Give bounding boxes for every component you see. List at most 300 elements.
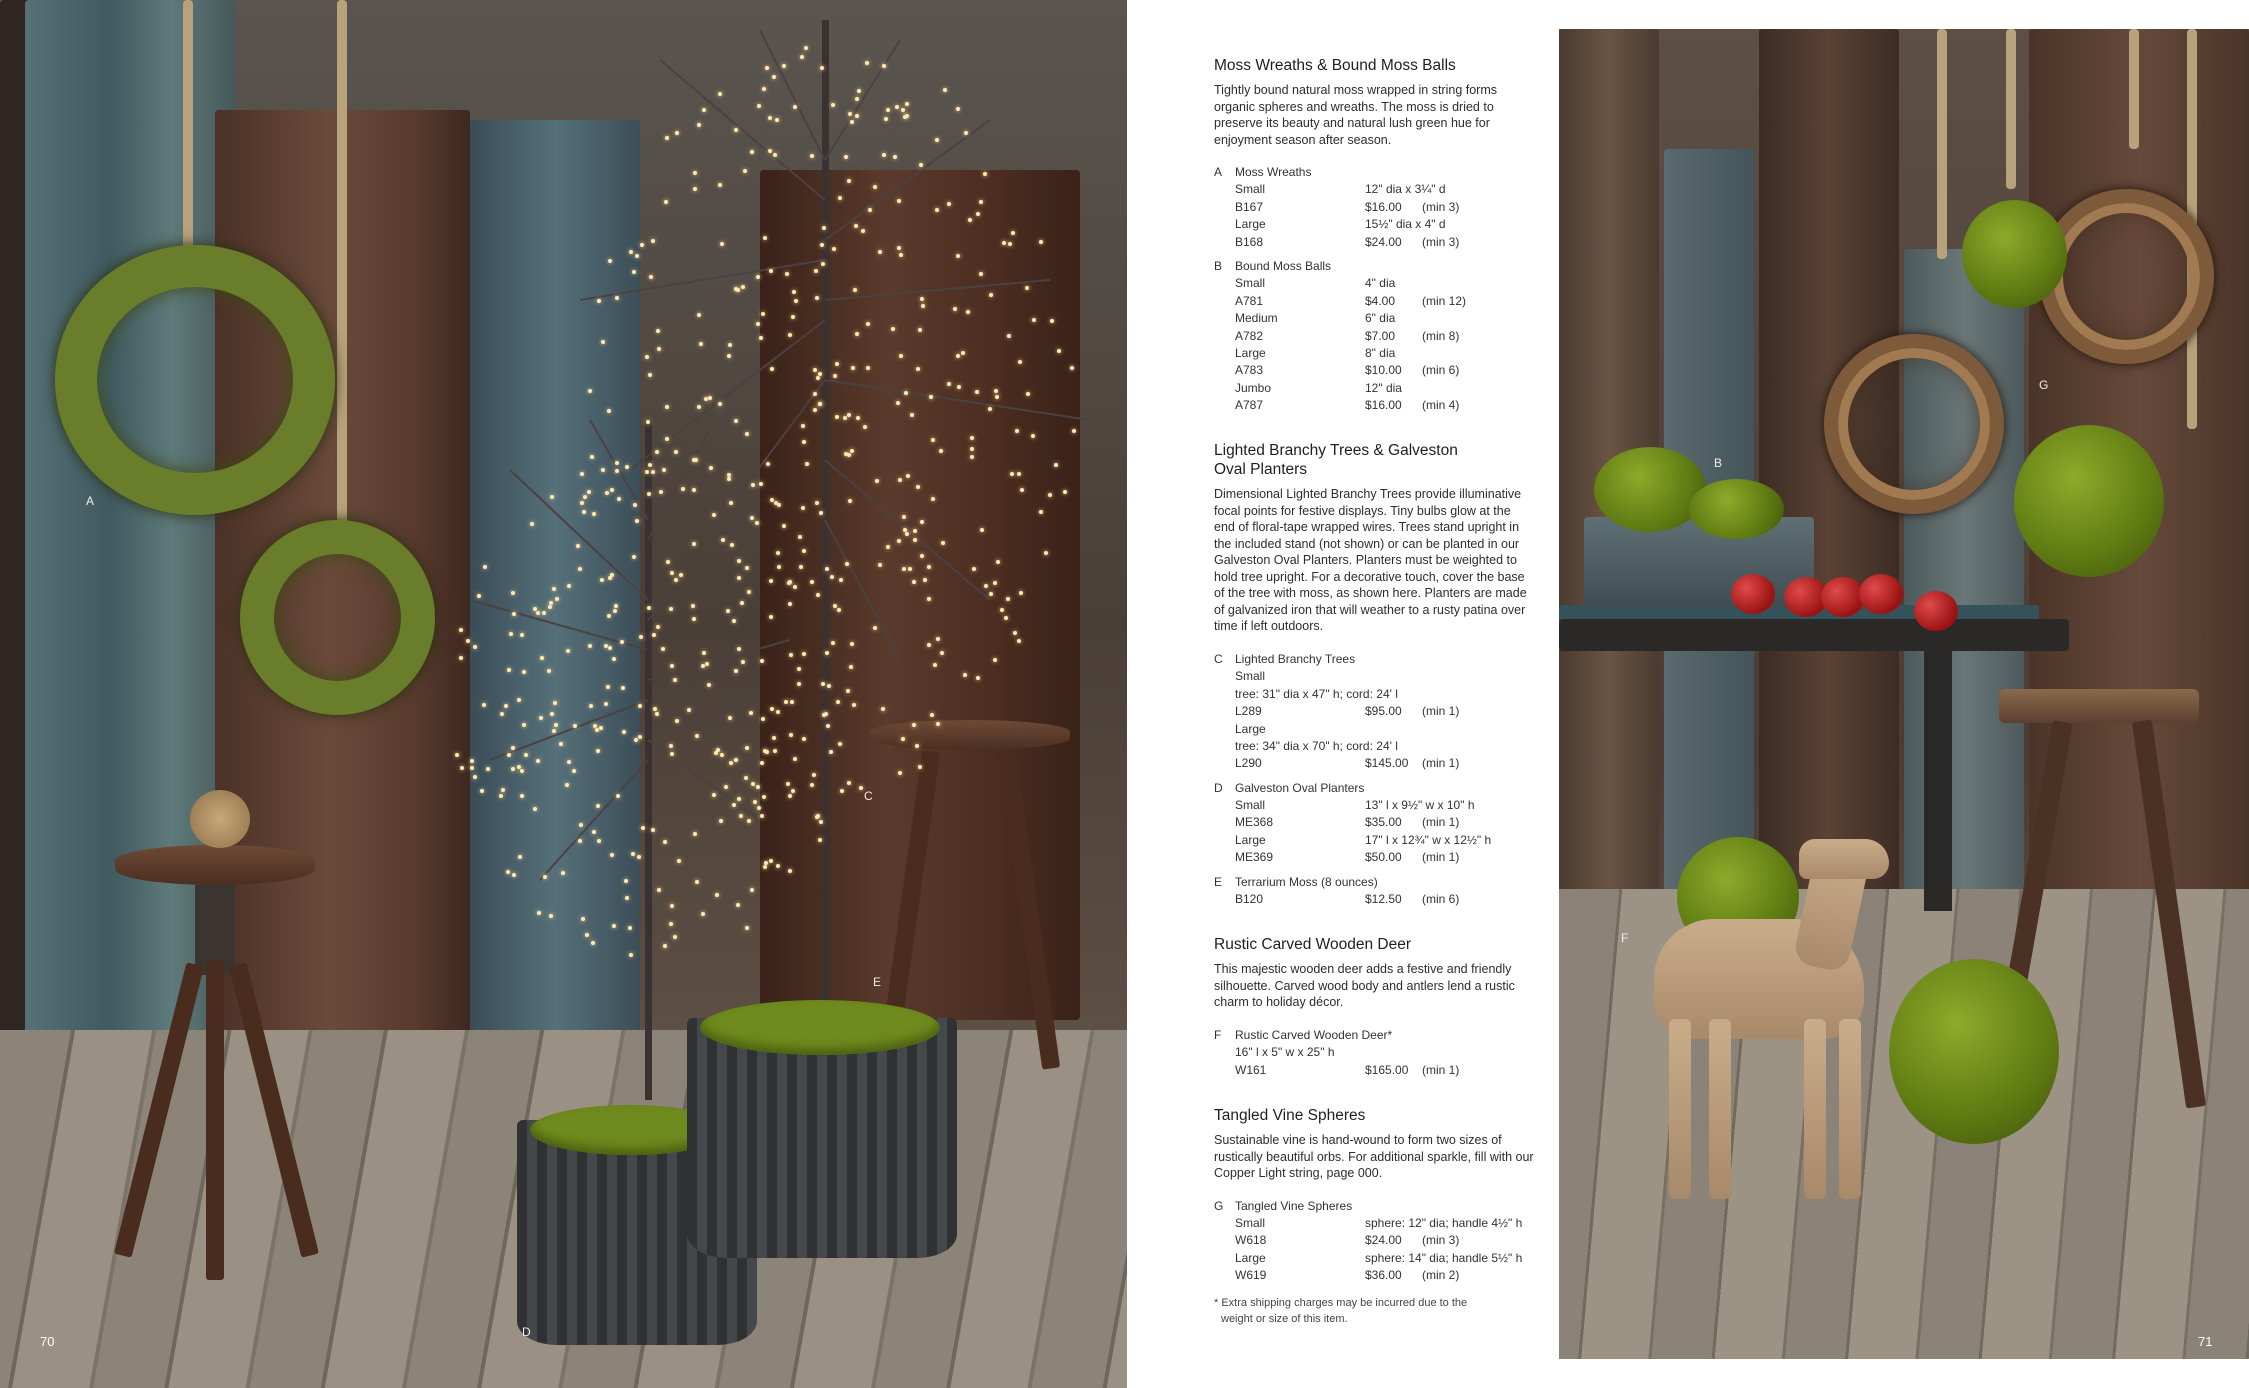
tree-light-bulb xyxy=(763,749,767,753)
spec-row xyxy=(1214,832,1534,849)
tree-light-bulb xyxy=(693,171,697,175)
tree-light-bulb xyxy=(597,839,601,843)
spec-dimensions: 17" l x 12¾" w x 12½" h xyxy=(1365,832,1492,847)
spec-letter: B xyxy=(1214,258,1223,273)
spec-row-label: A787 xyxy=(1235,398,1264,413)
tree-light-bulb xyxy=(613,609,617,613)
tree-light-bulb xyxy=(637,855,641,859)
hanging-rope xyxy=(2006,29,2016,189)
tree-light-bulb xyxy=(996,560,1000,564)
deer-head xyxy=(1799,839,1889,879)
tree-light-bulb xyxy=(929,395,933,399)
tree-light-bulb xyxy=(597,299,601,303)
tree-light-bulb xyxy=(953,307,957,311)
tree-light-bulb xyxy=(802,652,806,656)
spec-min-qty: (min 1) xyxy=(1422,850,1460,865)
tree-light-bulb xyxy=(656,329,660,333)
spec-product-name: Lighted Branchy Trees xyxy=(1235,651,1356,666)
spec-row-label: Small xyxy=(1235,1216,1266,1230)
spec-letter: A xyxy=(1214,165,1223,179)
apple xyxy=(1914,591,1958,631)
tree-light-bulb xyxy=(769,579,773,583)
tree-light-bulb xyxy=(837,608,841,612)
spec-row-label: L289 xyxy=(1235,704,1262,719)
tree-light-bulb xyxy=(625,896,629,900)
spec-header-e xyxy=(1214,874,1534,891)
tree-light-bulb xyxy=(865,61,869,65)
tree-light-bulb xyxy=(669,744,673,748)
metal-tin xyxy=(1584,517,1814,607)
deer-leg xyxy=(1669,1019,1691,1199)
tree-light-bulb xyxy=(821,682,825,686)
tree-light-bulb xyxy=(1048,493,1052,497)
tree-light-bulb xyxy=(861,229,865,233)
tree-light-bulb xyxy=(530,522,534,526)
spec-row xyxy=(1214,380,1534,397)
spec-row xyxy=(1214,199,1534,216)
spec-row-label: Large xyxy=(1235,1250,1266,1265)
spec-dimensions: 8" dia xyxy=(1365,345,1396,360)
tree-light-bulb xyxy=(697,123,701,127)
tree-light-bulb xyxy=(913,529,917,533)
tree-light-bulb xyxy=(804,46,808,50)
tree-light-bulb xyxy=(596,804,600,808)
spec-min-qty: (min 4) xyxy=(1422,398,1460,413)
tree-light-bulb xyxy=(813,368,817,372)
tree-light-bulb xyxy=(810,580,814,584)
spec-group-f xyxy=(1214,1027,1534,1079)
tree-light-bulb xyxy=(1063,490,1067,494)
spec-header-g xyxy=(1214,1198,1534,1215)
spec-min-qty: (min 8) xyxy=(1422,328,1460,343)
tree-light-bulb xyxy=(640,243,644,247)
spec-min-qty: (min 1) xyxy=(1422,704,1460,719)
tree-light-bulb xyxy=(615,461,619,465)
tree-light-bulb xyxy=(604,644,608,648)
tree-light-bulb xyxy=(572,769,576,773)
spec-dimensions: 15½" dia x 4" d xyxy=(1365,217,1446,232)
tree-light-bulb xyxy=(972,567,976,571)
hanging-rope xyxy=(337,0,347,540)
spec-row xyxy=(1214,1062,1534,1079)
tree-light-bulb xyxy=(693,832,697,836)
tree-light-bulb xyxy=(673,678,677,682)
tree-light-bulb xyxy=(460,766,464,770)
shipping-footnote xyxy=(1214,1295,1534,1327)
spec-price: $10.00 xyxy=(1365,363,1402,378)
tree-light-bulb xyxy=(573,724,577,728)
tree-light-bulb xyxy=(466,639,470,643)
spec-group-d xyxy=(1214,780,1534,867)
tree-light-bulb xyxy=(813,408,817,412)
tree-light-bulb xyxy=(608,259,612,263)
tree-light-bulb xyxy=(847,453,851,457)
tree-light-bulb xyxy=(820,243,824,247)
tree-light-bulb xyxy=(745,432,749,436)
tree-light-bulb xyxy=(936,637,940,641)
footnote-line2: weight or size of this item. xyxy=(1221,1312,1348,1325)
tree-light-bulb xyxy=(791,315,795,319)
tree-light-bulb xyxy=(912,580,916,584)
moss-ball-hanging xyxy=(1962,200,2067,308)
tree-light-bulb xyxy=(822,713,826,717)
spec-row xyxy=(1214,181,1534,198)
tree-light-bulb xyxy=(595,728,599,732)
tree-light-bulb xyxy=(756,275,760,279)
tree-light-bulb xyxy=(913,538,917,542)
tree-light-bulb xyxy=(895,105,899,109)
tree-light-bulb xyxy=(753,800,757,804)
tree-light-bulb xyxy=(812,773,816,777)
tree-light-bulb xyxy=(732,619,736,623)
tree-light-bulb xyxy=(750,888,754,892)
tree-light-bulb xyxy=(886,545,890,549)
photo-label-f: F xyxy=(1621,931,1629,945)
section-desc-deer: This majestic wooden deer adds a festive and friendly silhouette. Carved wood body and antlers lend a rustic charm to holiday décor. xyxy=(1214,962,1515,1010)
tree-light-bulb xyxy=(825,567,829,571)
tree-light-bulb xyxy=(838,196,842,200)
tree-light-bulb xyxy=(866,366,870,370)
tree-light-bulb xyxy=(501,788,505,792)
tree-light-bulb xyxy=(635,519,639,523)
tree-light-bulb xyxy=(578,567,582,571)
tree-light-bulb xyxy=(749,711,753,715)
photo-label-g: G xyxy=(2039,378,2049,392)
spec-row-label: Small xyxy=(1235,182,1266,197)
spec-row-label: A782 xyxy=(1235,328,1264,343)
spec-product-name: Terrarium Moss (8 ounces) xyxy=(1235,874,1378,889)
tree-light-bulb xyxy=(518,855,522,859)
spec-row xyxy=(1214,397,1534,414)
tree-light-bulb xyxy=(730,543,734,547)
tree-light-bulb xyxy=(651,470,655,474)
tree-light-bulb xyxy=(567,760,571,764)
tree-light-bulb xyxy=(631,852,635,856)
tree-light-bulb xyxy=(543,875,547,879)
tree-light-bulb xyxy=(718,183,722,187)
spec-group-e xyxy=(1214,874,1534,909)
tree-light-bulb xyxy=(552,729,556,733)
tree-light-bulb xyxy=(915,744,919,748)
tree-light-bulb xyxy=(656,625,660,629)
tree-light-bulb xyxy=(675,131,679,135)
tree-light-bulb xyxy=(542,611,546,615)
tree-light-bulb xyxy=(816,814,820,818)
tree-light-bulb xyxy=(818,402,822,406)
tree-light-bulb xyxy=(919,163,923,167)
moss-ball-in-tin xyxy=(1594,447,1706,532)
spec-row-label: Large xyxy=(1235,217,1266,232)
spec-row xyxy=(1214,362,1534,379)
tree-light-bulb xyxy=(606,685,610,689)
tree-light-bulb xyxy=(927,643,931,647)
spec-price: $4.00 xyxy=(1365,293,1396,308)
tree-light-bulb xyxy=(790,700,794,704)
tree-light-bulb xyxy=(847,781,851,785)
tree-light-bulb xyxy=(512,612,516,616)
tree-light-bulb xyxy=(1019,591,1023,595)
wooden-stool-small xyxy=(80,790,340,1290)
tree-light-bulb xyxy=(918,328,922,332)
tree-light-bulb xyxy=(839,578,843,582)
tree-light-bulb xyxy=(507,753,511,757)
tree-light-bulb xyxy=(653,707,657,711)
tree-light-bulb xyxy=(782,524,786,528)
hanging-rope xyxy=(1937,29,1947,259)
moss-ball-in-tin xyxy=(1689,479,1784,539)
tree-light-bulb xyxy=(980,528,984,532)
tree-light-bulb xyxy=(920,297,924,301)
spec-dimensions: 12" dia xyxy=(1365,380,1402,395)
tree-light-bulb xyxy=(936,722,940,726)
tree-light-bulb xyxy=(728,716,732,720)
spec-price: $35.00 xyxy=(1365,815,1402,830)
tree-light-bulb xyxy=(976,676,980,680)
tree-light-bulb xyxy=(592,512,596,516)
spec-row xyxy=(1214,849,1534,866)
spec-row xyxy=(1214,814,1534,831)
tree-light-bulb xyxy=(775,118,779,122)
tree-light-bulb xyxy=(875,479,879,483)
tree-light-bulb xyxy=(747,819,751,823)
tree-light-bulb xyxy=(788,333,792,337)
tree-light-bulb xyxy=(882,64,886,68)
spec-row-label: Small xyxy=(1235,276,1266,291)
spec-row xyxy=(1214,328,1534,345)
tree-light-bulb xyxy=(737,559,741,563)
tree-light-bulb xyxy=(511,591,515,595)
spec-row xyxy=(1214,345,1534,362)
tree-light-bulb xyxy=(760,659,764,663)
tree-light-bulb xyxy=(886,108,890,112)
spec-product-name: Rustic Carved Wooden Deer* xyxy=(1235,1027,1393,1042)
tree-light-bulb xyxy=(695,880,699,884)
tree-light-bulb xyxy=(616,794,620,798)
right-page-photo xyxy=(1559,29,2249,1359)
tree-light-bulb xyxy=(639,635,643,639)
tree-light-bulb xyxy=(776,551,780,555)
tree-light-bulb xyxy=(908,567,912,571)
tree-light-bulb xyxy=(857,89,861,93)
tree-light-bulb xyxy=(585,933,589,937)
tree-light-bulb xyxy=(517,765,521,769)
spec-row-label: Medium xyxy=(1235,311,1278,326)
section-title-trees-line2: Oval Planters xyxy=(1214,461,1308,479)
tree-light-bulb xyxy=(745,746,749,750)
tree-light-bulb xyxy=(610,488,614,492)
photo-label-b: B xyxy=(1714,456,1723,470)
tree-light-bulb xyxy=(552,587,556,591)
photo-label-d: D xyxy=(522,1325,531,1339)
tree-light-bulb xyxy=(984,584,988,588)
product-copy-column xyxy=(1214,56,1534,1327)
tree-light-bulb xyxy=(737,576,741,580)
spec-price: $145.00 xyxy=(1365,756,1409,771)
tree-light-bulb xyxy=(718,402,722,406)
tree-light-bulb xyxy=(601,468,605,472)
tree-light-bulb xyxy=(940,651,944,655)
spec-dimensions: 6" dia xyxy=(1365,311,1396,326)
spec-min-qty: (min 2) xyxy=(1422,1268,1460,1283)
tree-light-bulb xyxy=(565,783,569,787)
vine-sphere-large xyxy=(1824,334,2004,514)
tree-light-bulb xyxy=(855,114,859,118)
tree-light-bulb xyxy=(657,888,661,892)
tree-light-bulb xyxy=(1017,472,1021,476)
tree-light-bulb xyxy=(561,871,565,875)
tree-light-bulb xyxy=(634,738,638,742)
section-title-trees-line1: Lighted Branchy Trees & Galveston xyxy=(1214,442,1458,460)
tree-light-bulb xyxy=(772,75,776,79)
spec-row-label: tree: 31" dia x 47" h; cord: 24' l xyxy=(1235,686,1398,701)
tree-light-bulb xyxy=(916,367,920,371)
spec-product-name: Tangled Vine Spheres xyxy=(1235,1198,1353,1213)
spec-group-c xyxy=(1214,651,1534,773)
tree-light-bulb xyxy=(802,549,806,553)
spec-row xyxy=(1214,234,1534,251)
tree-light-bulb xyxy=(853,288,857,292)
tree-light-bulb xyxy=(793,105,797,109)
tree-light-bulb xyxy=(617,497,621,501)
tree-light-bulb xyxy=(898,771,902,775)
tree-light-bulb xyxy=(614,604,618,608)
moss-in-planter-large xyxy=(700,1000,940,1055)
tree-light-bulb xyxy=(979,272,983,276)
tree-light-bulb xyxy=(1031,434,1035,438)
tree-light-bulb xyxy=(988,407,992,411)
tree-light-bulb xyxy=(632,270,636,274)
section-title-trees xyxy=(1214,441,1534,479)
spec-letter: G xyxy=(1214,1198,1224,1213)
tree-light-bulb xyxy=(923,578,927,582)
tree-light-bulb xyxy=(615,296,619,300)
tree-light-bulb xyxy=(882,153,886,157)
moss-wreath-large xyxy=(55,245,335,515)
tree-light-bulb xyxy=(782,64,786,68)
tree-light-bulb xyxy=(737,797,741,801)
spec-row xyxy=(1214,738,1534,755)
tree-light-bulb xyxy=(645,355,649,359)
tree-light-bulb xyxy=(797,667,801,671)
tree-light-bulb xyxy=(957,385,961,389)
tree-light-bulb xyxy=(705,662,709,666)
tree-light-bulb xyxy=(566,649,570,653)
tree-light-bulb xyxy=(576,544,580,548)
tree-light-bulb xyxy=(1013,631,1017,635)
spec-row-label: ME368 xyxy=(1235,815,1274,830)
spec-min-qty: (min 3) xyxy=(1422,1233,1460,1248)
tree-light-bulb xyxy=(588,644,592,648)
tree-light-bulb xyxy=(596,749,600,753)
tree-light-bulb xyxy=(762,795,766,799)
tree-light-bulb xyxy=(734,669,738,673)
tree-light-bulb xyxy=(624,879,628,883)
tree-light-bulb xyxy=(868,208,872,212)
photo-label-c: C xyxy=(864,789,873,803)
spec-group-b xyxy=(1214,258,1534,415)
deer-leg xyxy=(1709,1019,1731,1199)
tree-light-bulb xyxy=(855,332,859,336)
page-number-right: 71 xyxy=(2198,1334,2213,1349)
spec-header-a xyxy=(1214,164,1534,181)
tree-light-bulb xyxy=(814,269,818,273)
spec-row xyxy=(1214,1250,1534,1267)
spec-row xyxy=(1214,1232,1534,1249)
tree-light-bulb xyxy=(620,640,624,644)
tree-light-bulb xyxy=(666,560,670,564)
spec-row xyxy=(1214,1267,1534,1284)
spec-row-label: 16" l x 5" w x 25" h xyxy=(1235,1045,1335,1060)
tree-light-bulb xyxy=(615,469,619,473)
spec-price: $16.00 xyxy=(1365,398,1402,413)
tree-light-bulb xyxy=(473,645,477,649)
hanging-rope xyxy=(2129,29,2139,149)
tree-light-bulb xyxy=(850,642,854,646)
spec-row-label: A781 xyxy=(1235,293,1264,308)
tree-light-bulb xyxy=(1050,319,1054,323)
tree-light-bulb xyxy=(975,390,979,394)
spec-header-b xyxy=(1214,258,1534,275)
apple xyxy=(1859,574,1903,614)
section-desc-moss: Tightly bound natural moss wrapped in string forms organic spheres and wreaths. The moss is dried to preserve its beauty and natural lush green hue for enjoyment season after season. xyxy=(1214,83,1498,147)
spec-row xyxy=(1214,755,1534,772)
spec-dimensions: 4" dia xyxy=(1365,276,1396,291)
spec-dimensions: sphere: 12" dia; handle 4½" h xyxy=(1365,1216,1523,1230)
tree-light-bulb xyxy=(1017,639,1021,643)
spec-letter: F xyxy=(1214,1027,1222,1042)
tree-light-bulb xyxy=(1004,616,1008,620)
tree-light-bulb xyxy=(920,520,924,524)
tree-light-bulb xyxy=(769,615,773,619)
tree-light-bulb xyxy=(927,565,931,569)
deer-leg xyxy=(1804,1019,1826,1199)
tree-light-bulb xyxy=(1018,360,1022,364)
spec-price: $165.00 xyxy=(1365,1062,1409,1077)
tree-light-bulb xyxy=(517,698,521,702)
photo-label-a: A xyxy=(86,494,95,508)
spec-row-label: B167 xyxy=(1235,199,1264,214)
photo-label-e: E xyxy=(873,975,882,989)
spec-row-label: A783 xyxy=(1235,363,1264,378)
spec-product-name: Bound Moss Balls xyxy=(1235,258,1332,273)
spec-dimensions: 12" dia x 3¼" d xyxy=(1365,182,1446,197)
spec-row xyxy=(1214,275,1534,292)
moss-wreath-small xyxy=(240,520,435,715)
tree-light-bulb xyxy=(524,753,528,757)
spec-row-label: W161 xyxy=(1235,1062,1267,1077)
tree-light-bulb xyxy=(751,483,755,487)
spec-row xyxy=(1214,293,1534,310)
tree-light-bulb xyxy=(1010,472,1014,476)
spec-row xyxy=(1214,686,1534,703)
tree-light-bulb xyxy=(583,495,587,499)
tree-light-bulb xyxy=(815,296,819,300)
table-leg xyxy=(1924,651,1952,911)
tree-light-bulb xyxy=(635,254,639,258)
tree-light-bulb xyxy=(772,736,776,740)
tree-light-bulb xyxy=(878,563,882,567)
tree-light-bulb xyxy=(904,391,908,395)
tree-light-bulb xyxy=(692,542,696,546)
spec-row-label: Large xyxy=(1235,345,1266,360)
spec-row-label: B120 xyxy=(1235,892,1264,907)
tree-light-bulb xyxy=(773,749,777,753)
tree-light-bulb xyxy=(798,535,802,539)
section-title-moss: Moss Wreaths & Bound Moss Balls xyxy=(1214,57,1456,74)
tree-light-bulb xyxy=(970,455,974,459)
tree-branches xyxy=(430,0,1127,1060)
tree-light-bulb xyxy=(741,660,745,664)
